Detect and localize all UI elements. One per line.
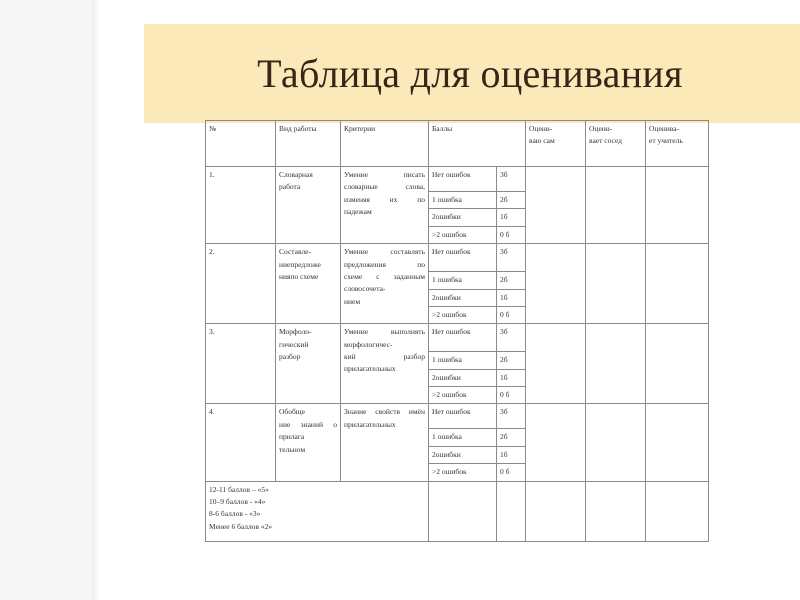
row-work-type [276, 167, 341, 244]
score-points: 0 б [497, 226, 526, 243]
score-errors: >2 ошибок [429, 306, 497, 323]
score-points: 2б [497, 192, 526, 209]
cell-line: схеме с заданным [344, 271, 425, 281]
assess-self-cell [526, 481, 586, 541]
header-self-assess [526, 121, 586, 167]
score-errors: >2 ошибок [429, 464, 497, 481]
header-num: № [206, 121, 276, 167]
score-errors: Нет ошибок [429, 324, 497, 352]
score-points: 1б [497, 446, 526, 463]
cell-line: Морфоло- [279, 327, 312, 337]
cell-line: Словарная [279, 170, 313, 179]
cell-line: предложения по [344, 259, 425, 269]
cell-line: прилагательных [344, 419, 396, 429]
score-points: 1б [497, 289, 526, 306]
row-work-type [276, 244, 341, 324]
cell-line: Умение выполнять [344, 327, 425, 337]
row-work-type [276, 404, 341, 481]
cell-line: нияпо схеме [279, 271, 319, 281]
score-errors: 2ошибки [429, 446, 497, 463]
cell-line: ниепредложе [279, 259, 321, 269]
score-points: 3б [497, 167, 526, 192]
cell-line: словосочета- [344, 284, 386, 294]
assess-teacher-cell [646, 481, 709, 541]
cell-line: тельном [279, 444, 306, 454]
cell-line: Оцени- [589, 124, 613, 133]
cell-line: 10–9 баллов - «4» [209, 496, 266, 506]
assess-peer-cell [586, 167, 646, 244]
cell-line: работа [279, 182, 301, 192]
row-number: 1. [206, 167, 276, 244]
cell-line: падежам [344, 207, 372, 217]
row-number: 4. [206, 404, 276, 481]
header-teacher-assess [646, 121, 709, 167]
assess-peer-cell [586, 481, 646, 541]
assess-teacher-cell [646, 167, 709, 244]
cell-line: ет учитель [649, 136, 683, 146]
row-criteria [341, 404, 429, 481]
grading-table [205, 120, 709, 542]
score-points: 0 б [497, 306, 526, 323]
slide-title: Таблица для оценивания [257, 51, 683, 96]
header-row [206, 121, 709, 167]
assess-teacher-cell [646, 324, 709, 404]
cell-line: кий разбор [344, 352, 425, 361]
cell-line: прилага [279, 432, 305, 442]
table-row [206, 167, 709, 192]
score-errors: 1 ошибка [429, 352, 497, 369]
score-errors: 2ошибки [429, 369, 497, 386]
cell-line: Обобще [279, 407, 305, 417]
grading-points-cell [497, 481, 526, 541]
score-errors: Нет ошибок [429, 244, 497, 272]
score-points: 0 б [497, 464, 526, 481]
grading-scale [206, 481, 429, 541]
cell-line: изменяя их по [344, 194, 425, 204]
assess-peer-cell [586, 324, 646, 404]
table-row [206, 404, 709, 429]
row-criteria [341, 324, 429, 404]
table-row [206, 244, 709, 272]
header-points: Баллы [429, 121, 526, 167]
assess-self-cell [526, 244, 586, 324]
score-errors: 2ошибки [429, 209, 497, 226]
cell-line: гический [279, 339, 309, 349]
score-points: 3б [497, 324, 526, 352]
score-errors: 1 ошибка [429, 429, 497, 446]
cell-line: словарные слова, [344, 182, 425, 192]
cell-line: ваю сам [529, 136, 555, 146]
row-work-type [276, 324, 341, 404]
score-points: 1б [497, 209, 526, 226]
assess-teacher-cell [646, 404, 709, 481]
score-points: 2б [497, 272, 526, 289]
score-errors: 1 ошибка [429, 272, 497, 289]
cell-line: Умение составлять [344, 247, 425, 257]
cell-line: Знание свойств имён [344, 407, 425, 417]
cell-line: Менее 6 баллов «2» [209, 521, 273, 531]
score-points: 3б [497, 404, 526, 429]
cell-line: морфологичес- [344, 339, 393, 349]
cell-line: ние знаний о [279, 419, 337, 429]
grading-points-cell [429, 481, 497, 541]
cell-line: Оцени- [529, 124, 553, 133]
cell-line: 8-6 баллов - «3» [209, 509, 261, 519]
score-points: 2б [497, 429, 526, 446]
table-row [206, 324, 709, 352]
cell-line: прилагательных [344, 364, 396, 374]
row-criteria [341, 167, 429, 244]
score-points: 3б [497, 244, 526, 272]
score-errors: >2 ошибок [429, 226, 497, 243]
assess-self-cell [526, 404, 586, 481]
score-errors: 1 ошибка [429, 192, 497, 209]
cell-line: 12-11 баллов – «5» [209, 484, 269, 494]
cell-line: Умение писать [344, 170, 425, 179]
score-errors: 2ошибки [429, 289, 497, 306]
score-points: 1б [497, 369, 526, 386]
cell-line: нием [344, 296, 361, 306]
row-number: 2. [206, 244, 276, 324]
cell-line: разбор [279, 352, 301, 361]
assess-peer-cell [586, 404, 646, 481]
assess-teacher-cell [646, 244, 709, 324]
score-errors: Нет ошибок [429, 404, 497, 429]
score-errors: Нет ошибок [429, 167, 497, 192]
header-peer-assess [586, 121, 646, 167]
score-points: 2б [497, 352, 526, 369]
row-number: 3. [206, 324, 276, 404]
cell-line: Оценива- [649, 124, 680, 133]
assess-self-cell [526, 167, 586, 244]
header-criteria: Критерии [341, 121, 429, 167]
header-work-type: Вид работы [276, 121, 341, 167]
assess-self-cell [526, 324, 586, 404]
assess-peer-cell [586, 244, 646, 324]
row-criteria [341, 244, 429, 324]
cell-line: Составле- [279, 247, 311, 257]
cell-line: вает сосед [589, 136, 623, 146]
score-points: 0 б [497, 387, 526, 404]
score-errors: >2 ошибок [429, 387, 497, 404]
grading-row [206, 481, 709, 541]
